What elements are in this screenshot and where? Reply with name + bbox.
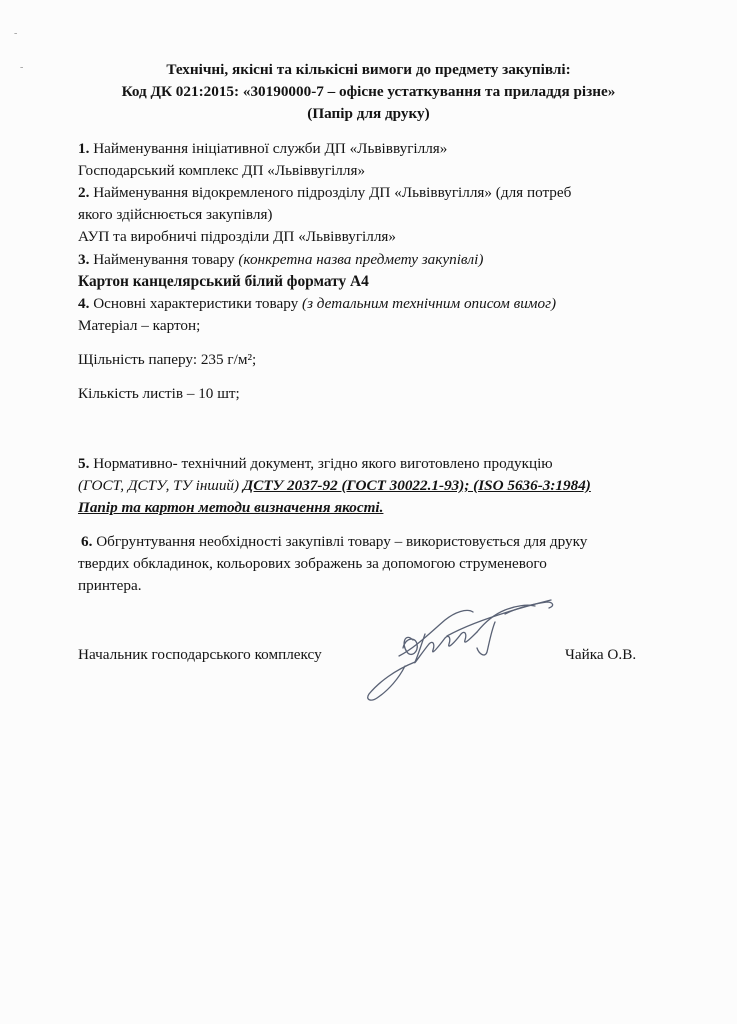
- section-1-heading: [78, 140, 447, 158]
- section-5-hint: (ГОСТ, ДСТУ, ТУ інший): [78, 477, 243, 494]
- section-4-heading: [78, 295, 556, 313]
- section-5-heading: [78, 455, 553, 473]
- standard-title: Папір та картон методи визначення якості.: [78, 499, 384, 516]
- section-6-line2: твердих обкладинок, кольорових зображень за допомогою струменевого: [78, 555, 547, 572]
- header-title: Технічні, якісні та кількісні вимоги до предмету закупівлі:: [166, 61, 571, 78]
- header-subtitle: (Папір для друку): [307, 105, 430, 122]
- section-6-heading: [81, 533, 587, 551]
- section-6-line1: Обгрунтування необхідності закупівлі товару – використовується для друку: [92, 533, 588, 550]
- section-4-number: 4.: [78, 295, 90, 312]
- section-3-heading: [78, 251, 483, 269]
- density-spec: Щільність паперу: 235 г/м²;: [78, 351, 257, 368]
- section-2-label-cont: якого здійснюється закупівля): [78, 206, 273, 223]
- section-1-label: Найменування ініціативної служби ДП «Львіввугілля»: [89, 140, 448, 157]
- section-2-number: 2.: [78, 184, 90, 201]
- section-3-hint: (конкретна назва предмету закупівлі): [238, 251, 484, 268]
- sheets-spec: Кількість листів – 10 шт;: [78, 385, 240, 402]
- section-5-number: 5.: [78, 455, 90, 472]
- scan-speck: -: [14, 28, 18, 39]
- scan-speck: -: [20, 62, 24, 73]
- section-6-number: 6.: [81, 533, 93, 550]
- section-1-number: 1.: [78, 140, 90, 157]
- section-5-label: Нормативно- технічний документ, згідно якого виготовлено продукцію: [89, 455, 553, 472]
- signatory-name: Чайка О.В.: [565, 646, 637, 663]
- section-2-heading: [78, 184, 571, 202]
- product-name: Картон канцелярський білий формату А4: [78, 273, 369, 290]
- handwritten-signature: [355, 592, 570, 707]
- section-6-line3: принтера.: [78, 577, 142, 594]
- document-header: [60, 59, 677, 125]
- section-2-label: Найменування відокремленого підрозділу ДП «Львіввугілля» (для потреб: [89, 184, 572, 201]
- section-5-standard-line: [78, 477, 591, 495]
- section-3-label: Найменування товару: [89, 251, 239, 268]
- standard-reference: ДСТУ 2037-92 (ГОСТ 30022.1-93); (ISO 5636-3:1984): [242, 477, 591, 494]
- section-1-value: Господарський комплекс ДП «Львіввугілля»: [78, 162, 366, 179]
- section-2-value: АУП та виробничі підрозділи ДП «Львіввугілля»: [78, 228, 397, 245]
- material-spec: Матеріал – картон;: [78, 317, 201, 334]
- section-4-label: Основні характеристики товару: [89, 295, 303, 312]
- signatory-position: Начальник господарського комплексу: [78, 646, 322, 663]
- section-3-number: 3.: [78, 251, 90, 268]
- section-4-hint: (з детальним технічним описом вимог): [302, 295, 557, 312]
- header-code: Код ДК 021:2015: «30190000-7 – офісне устаткування та приладдя різне»: [121, 83, 616, 100]
